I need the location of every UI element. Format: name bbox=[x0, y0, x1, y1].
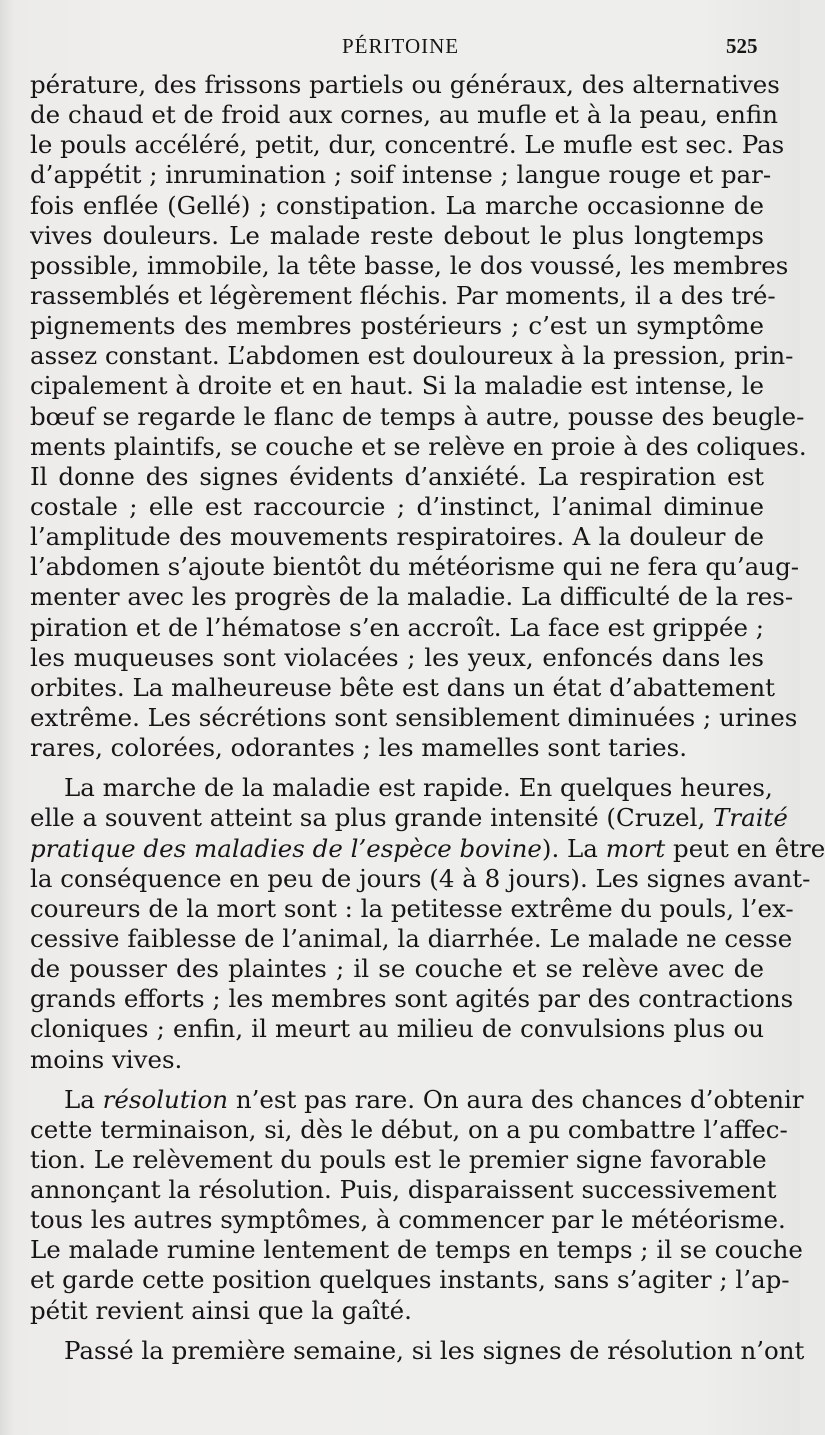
text-line bbox=[30, 221, 764, 251]
italic-run: mort bbox=[605, 833, 666, 863]
text-run: peut en être bbox=[665, 833, 825, 863]
text-line bbox=[30, 100, 778, 130]
text-run: cloniques ; enfin, il meurt au milieu de convulsions plus ou bbox=[30, 1014, 764, 1044]
text-line bbox=[30, 893, 794, 924]
running-head: PÉRITOINE bbox=[342, 34, 460, 58]
text-run: Le malade rumine lentement de temps en temps ; il se couche bbox=[30, 1235, 803, 1265]
text-run: d’appétit ; inrumination ; soif intense ; langue rouge et par- bbox=[30, 160, 772, 190]
text-line bbox=[30, 733, 764, 763]
text-line bbox=[30, 371, 764, 401]
text-run: ments plaintifs, se couche et se relève en proie à des coliques. bbox=[30, 431, 807, 461]
text-run: l’abdomen s’ajoute bientôt du météorisme qui ne fera qu’aug- bbox=[30, 552, 800, 582]
text-run: La bbox=[64, 1084, 103, 1114]
text-line bbox=[30, 643, 764, 673]
text-run: rares, colorées, odorantes ; les mamelles sont taries. bbox=[30, 733, 688, 763]
text-line bbox=[30, 492, 764, 522]
text-run: les muqueuses sont violacées ; les yeux, enfoncés dans les bbox=[30, 642, 764, 672]
text-run: extrême. Les sécrétions sont sensiblement diminuées ; urines bbox=[30, 702, 798, 732]
text-line bbox=[30, 1205, 786, 1235]
page-header bbox=[0, 30, 800, 64]
text-run: cette terminaison, si, dès le début, on a pu combattre l’affec- bbox=[30, 1114, 788, 1144]
text-line bbox=[30, 1084, 804, 1115]
text-run: coureurs de la mort sont : la petitesse extrême du pouls, l’ex- bbox=[30, 893, 794, 923]
paragraph bbox=[30, 1335, 805, 1366]
text-line bbox=[30, 984, 794, 1014]
text-line bbox=[30, 954, 764, 984]
text-run: de chaud et de froid aux cornes, au mufle et à la peau, enfin bbox=[30, 100, 778, 130]
text-line bbox=[30, 70, 780, 100]
text-line bbox=[30, 613, 764, 643]
text-run: tion. Le relèvement du pouls est le premier signe favorable bbox=[30, 1144, 767, 1174]
text-line bbox=[30, 462, 764, 492]
paragraph-gap bbox=[30, 763, 764, 773]
text-line bbox=[30, 401, 805, 432]
text-line bbox=[30, 1175, 777, 1205]
text-line bbox=[30, 1265, 790, 1295]
text-line bbox=[30, 1235, 803, 1265]
text-line bbox=[30, 552, 800, 582]
paragraph bbox=[30, 773, 825, 1074]
text-line bbox=[30, 1296, 764, 1326]
text-run: Passé la première semaine, si les signes de résolution n’ont bbox=[64, 1335, 805, 1365]
text-run: moins vives. bbox=[30, 1044, 183, 1074]
text-run: pétit revient ainsi que la gaîté. bbox=[30, 1295, 412, 1325]
text-line bbox=[30, 341, 794, 371]
text-run: pignements des membres postérieurs ; c’est un symptôme bbox=[30, 311, 764, 341]
text-line bbox=[30, 702, 798, 733]
text-line bbox=[30, 1014, 764, 1044]
text-run: grands efforts ; les membres sont agités par des contractions bbox=[30, 984, 794, 1014]
text-line bbox=[30, 311, 764, 341]
italic-run: pratique des maladies de l’espèce bovine bbox=[30, 833, 542, 863]
text-run: La marche de la maladie est rapide. En quelques heures, bbox=[64, 773, 773, 803]
text-line bbox=[30, 250, 789, 281]
paragraph-gap bbox=[30, 1326, 764, 1336]
text-line bbox=[30, 1045, 764, 1075]
text-run: Il donne des signes évidents d’anxiété. La respiration est bbox=[30, 461, 764, 491]
text-run: elle a souvent atteint sa plus grande intensité (Cruzel, bbox=[30, 803, 714, 833]
text-line bbox=[30, 833, 825, 864]
text-line bbox=[30, 672, 776, 703]
text-run: n’est pas rare. On aura des chances d’obtenir bbox=[228, 1084, 804, 1114]
text-run: et garde cette position quelques instants, sans s’agiter ; l’ap- bbox=[30, 1265, 790, 1295]
text-run: vives douleurs. Le malade reste debout le plus longtemps bbox=[30, 220, 764, 250]
text-line bbox=[30, 863, 811, 894]
text-run: de pousser des plaintes ; il se couche et se relève avec de bbox=[30, 954, 764, 984]
page-number: 525 bbox=[726, 34, 758, 58]
paragraph bbox=[30, 1084, 804, 1326]
text-run: bœuf se regarde le flanc de temps à autre, pousse des beugle- bbox=[30, 401, 805, 431]
text-line bbox=[30, 582, 794, 612]
text-line bbox=[30, 773, 773, 803]
text-run: pérature, des frissons partiels ou généraux, des alternatives bbox=[30, 70, 780, 99]
text-line bbox=[30, 1335, 805, 1366]
text-run: annonçant la résolution. Puis, disparaissent successivement bbox=[30, 1175, 777, 1205]
text-run: rassemblés et légèrement fléchis. Par moments, il a des tré- bbox=[30, 280, 776, 310]
text-run: costale ; elle est raccourcie ; d’instinct, l’animal diminue bbox=[30, 491, 764, 521]
text-run: l’amplitude des mouvements respiratoires. A la douleur de bbox=[30, 522, 764, 552]
text-run: le pouls accéléré, petit, dur, concentré. Le mufle est sec. Pas bbox=[30, 130, 785, 160]
text-run: cipalement à droite et en haut. Si la maladie est intense, le bbox=[30, 371, 764, 401]
text-line bbox=[30, 803, 788, 833]
text-run: fois enflée (Gellé) ; constipation. La marche occasionne de bbox=[30, 190, 764, 220]
text-run: ). La bbox=[541, 833, 606, 863]
italic-run: résolution bbox=[102, 1084, 229, 1114]
text-run: tous les autres symptômes, à commencer par le météorisme. bbox=[30, 1205, 786, 1235]
paragraph-gap bbox=[30, 1075, 764, 1085]
text-line bbox=[30, 130, 785, 160]
text-line bbox=[30, 923, 793, 954]
text-line bbox=[30, 1114, 788, 1145]
text-run: assez constant. L’abdomen est douloureux à la pression, prin- bbox=[30, 341, 794, 371]
text-run: cessive faiblesse de l’animal, la diarrhée. Le malade ne cesse bbox=[30, 923, 793, 953]
paragraph bbox=[30, 70, 807, 763]
text-line bbox=[30, 280, 776, 311]
text-line bbox=[30, 1144, 767, 1175]
text-line bbox=[30, 522, 764, 552]
text-run: piration et de l’hématose s’en accroît. La face est grippée ; bbox=[30, 612, 765, 642]
text-line bbox=[30, 431, 807, 462]
text-run: possible, immobile, la tête basse, le dos voussé, les membres bbox=[30, 250, 789, 280]
text-run: la conséquence en peu de jours (4 à 8 jours). Les signes avant- bbox=[30, 863, 811, 893]
italic-run: Traité bbox=[713, 803, 788, 833]
text-line bbox=[30, 160, 772, 190]
text-run: menter avec les progrès de la maladie. La difficulté de la res- bbox=[30, 582, 794, 612]
body-text bbox=[30, 70, 825, 1366]
text-line bbox=[30, 191, 764, 221]
text-run: orbites. La malheureuse bête est dans un état d’abattement bbox=[30, 672, 776, 702]
